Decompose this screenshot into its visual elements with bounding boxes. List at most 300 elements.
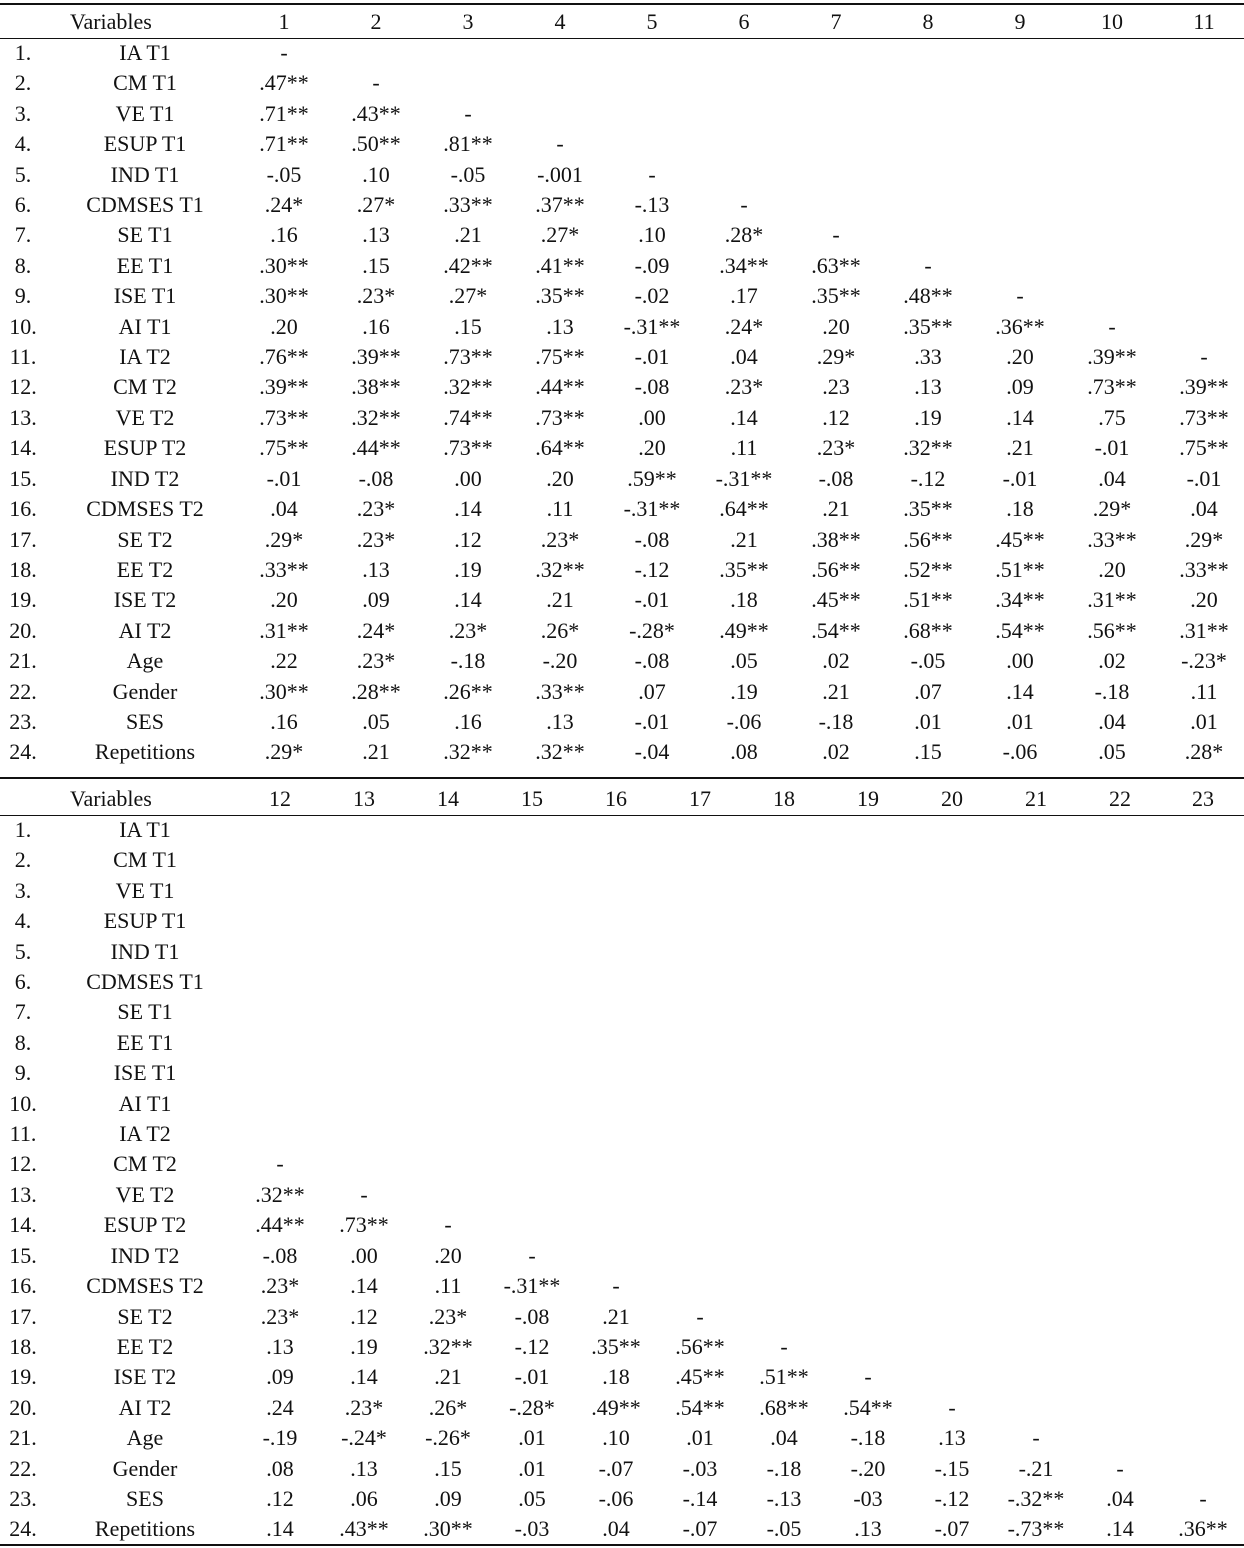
correlation-cell: -.31** [623, 496, 681, 522]
correlation-cell [826, 815, 910, 845]
correlation-cell: .20 [1190, 587, 1218, 613]
correlation-cell [882, 38, 974, 68]
correlation-cell: -.28* [629, 617, 675, 643]
correlation-cell: - [280, 40, 288, 65]
correlation-cell [698, 99, 790, 129]
correlation-cell [658, 997, 742, 1027]
correlation-cell: .14 [266, 1516, 294, 1542]
table-row [0, 1393, 1244, 1423]
variable-name: VE T1 [115, 877, 175, 903]
correlation-cell [994, 845, 1078, 875]
correlation-cell: .01 [686, 1425, 714, 1451]
variable-name: EE T1 [116, 1029, 174, 1055]
variable-number: 17. [9, 1303, 37, 1329]
correlation-cell: - [780, 1333, 788, 1359]
correlation-cell: .18 [602, 1364, 630, 1390]
correlation-cell [1162, 1180, 1244, 1210]
correlation-cell [606, 99, 698, 129]
variable-number: 1. [14, 817, 32, 842]
correlation-cell: -.12 [934, 1485, 970, 1511]
correlation-cell: .39** [351, 344, 401, 370]
correlation-cell [826, 1119, 910, 1149]
correlation-cell: .27* [540, 222, 580, 248]
variable-name: IND T1 [110, 161, 180, 187]
correlation-cell [882, 220, 974, 250]
variable-number: 15. [9, 1242, 37, 1268]
table-row [0, 1058, 1244, 1088]
correlation-cell: .13 [854, 1516, 882, 1542]
variable-name: AI T1 [118, 1090, 172, 1116]
correlation-cell: .15 [914, 739, 942, 765]
correlation-cell [238, 1058, 322, 1088]
correlation-cell [1078, 1302, 1162, 1332]
correlation-cell: .05 [730, 648, 758, 674]
correlation-cell [490, 1058, 574, 1088]
correlation-cell [322, 876, 406, 906]
correlation-cell: -.12 [910, 465, 946, 491]
correlation-cell: .56** [1087, 617, 1137, 643]
variable-number: 18. [9, 556, 37, 582]
correlation-cell: - [1200, 344, 1208, 370]
correlation-cell [406, 815, 490, 845]
variable-name: EE T2 [116, 556, 174, 582]
correlation-cell [1078, 997, 1162, 1027]
correlation-cell [1162, 997, 1244, 1027]
variable-number: 21. [9, 1425, 37, 1451]
correlation-cell: .27* [356, 192, 396, 218]
correlation-cell: .21 [1006, 435, 1034, 461]
variable-name: IND T1 [110, 938, 180, 964]
correlation-cell: .11 [730, 435, 758, 461]
correlation-cell [574, 967, 658, 997]
correlation-cell [910, 815, 994, 845]
correlation-cell: .23* [428, 1303, 468, 1329]
correlation-cell [1162, 1119, 1244, 1149]
correlation-cell [994, 997, 1078, 1027]
table-row [0, 251, 1244, 281]
correlation-cell: .22 [270, 648, 298, 674]
correlation-cell [1078, 876, 1162, 906]
column-header: 21 [1025, 786, 1048, 811]
correlation-cell [1078, 937, 1162, 967]
variable-name: Repetitions [94, 739, 196, 765]
section-divider-rule [0, 777, 1244, 779]
correlation-cell: -.02 [634, 283, 670, 309]
correlation-cell: .23* [356, 526, 396, 552]
correlation-cell [1162, 1089, 1244, 1119]
correlation-cell: .29* [1092, 496, 1132, 522]
correlation-cell [742, 997, 826, 1027]
correlation-cell [238, 906, 322, 936]
column-header: 19 [857, 786, 880, 811]
correlation-cell: -.14 [682, 1485, 718, 1511]
variable-number: 7. [14, 222, 32, 248]
correlation-cell [574, 937, 658, 967]
variable-name: IND T2 [110, 465, 180, 491]
correlation-cell: .54** [675, 1394, 725, 1420]
correlation-cell: .28* [1184, 739, 1224, 765]
correlation-cell [882, 190, 974, 220]
correlation-cell: -.23* [1181, 648, 1227, 674]
correlation-cell: .68** [903, 617, 953, 643]
table-row [0, 937, 1244, 967]
correlation-cell [910, 906, 994, 936]
correlation-cell: -.18 [818, 708, 854, 734]
correlation-cell [1066, 68, 1158, 98]
correlation-cell: .15 [454, 313, 482, 339]
correlation-cell [1078, 1332, 1162, 1362]
correlation-cell [1158, 251, 1244, 281]
correlation-cell: .31** [1087, 587, 1137, 613]
bottom-rule [0, 1544, 1244, 1546]
correlation-cell: .23* [356, 283, 396, 309]
correlation-cell: .21 [730, 526, 758, 552]
correlation-cell [1066, 99, 1158, 129]
correlation-cell [826, 1241, 910, 1271]
correlation-cell: - [1108, 313, 1116, 339]
correlation-cell [742, 1089, 826, 1119]
correlation-cell: .73** [443, 435, 493, 461]
correlation-cell: -.06 [1002, 739, 1038, 765]
variable-name: ESUP T1 [103, 131, 187, 157]
correlation-cell: .10 [362, 161, 390, 187]
correlation-cell [742, 815, 826, 845]
correlation-cell [742, 967, 826, 997]
correlation-cell [826, 1271, 910, 1301]
correlation-cell [742, 1028, 826, 1058]
correlation-cell [994, 1271, 1078, 1301]
correlation-cell [658, 876, 742, 906]
correlation-cell: -.13 [634, 192, 670, 218]
correlation-cell: -.15 [934, 1455, 970, 1481]
column-header: 20 [941, 786, 964, 811]
correlation-cell [910, 1089, 994, 1119]
correlation-cell: -.07 [934, 1516, 970, 1542]
correlation-cell: .30** [259, 252, 309, 278]
correlation-cell [658, 1271, 742, 1301]
correlation-cell [406, 967, 490, 997]
correlation-cell: .01 [518, 1425, 546, 1451]
correlation-cell: .64** [535, 435, 585, 461]
correlation-cell: - [924, 252, 932, 278]
correlation-cell [1162, 937, 1244, 967]
column-header: 4 [554, 9, 566, 34]
correlation-cell: .15 [362, 252, 390, 278]
correlation-cell [910, 997, 994, 1027]
correlation-cell: .39** [259, 374, 309, 400]
correlation-cell [490, 1119, 574, 1149]
variable-number: 11. [9, 344, 37, 370]
correlation-cell [994, 1089, 1078, 1119]
column-header: 1 [278, 9, 290, 34]
correlation-cell: .04 [1190, 496, 1218, 522]
correlation-cell: .73** [339, 1212, 389, 1238]
correlation-cell: - [372, 70, 380, 96]
column-header: 6 [738, 9, 750, 34]
correlation-cell: .35** [719, 556, 769, 582]
correlation-cell: .04 [730, 344, 758, 370]
variable-name: SES [126, 1485, 164, 1511]
correlation-cell: .29* [816, 344, 856, 370]
correlation-cell: .39** [1179, 374, 1229, 400]
correlation-cell: .14 [350, 1364, 378, 1390]
correlation-cell: .04 [770, 1425, 798, 1451]
correlation-cell: .33** [1087, 526, 1137, 552]
correlation-cell: .04 [1098, 465, 1126, 491]
correlation-cell [994, 1302, 1078, 1332]
correlation-cell: - [612, 1273, 620, 1299]
correlation-cell [1162, 1362, 1244, 1392]
correlation-cell: .21 [602, 1303, 630, 1329]
correlation-cell: - [864, 1364, 872, 1390]
correlation-cell [994, 1028, 1078, 1058]
correlation-cell [1162, 1423, 1244, 1453]
correlation-cell: .21 [362, 739, 390, 765]
variable-number: 21. [9, 648, 37, 674]
correlation-cell: - [740, 192, 748, 218]
table-row [0, 677, 1244, 707]
correlation-cell [606, 38, 698, 68]
correlation-cell [658, 967, 742, 997]
correlation-cell: .30** [259, 283, 309, 309]
variable-name: EE T2 [116, 1333, 174, 1359]
correlation-cell [574, 1058, 658, 1088]
table-row [0, 646, 1244, 676]
variable-name: CDMSES T1 [86, 969, 204, 995]
correlation-cell [974, 160, 1066, 190]
correlation-cell [1066, 129, 1158, 159]
correlation-cell: -.13 [766, 1485, 802, 1511]
correlation-cell [574, 1089, 658, 1119]
correlation-cell [238, 1119, 322, 1149]
correlation-cell: -.01 [514, 1364, 550, 1390]
correlation-cell: -.08 [262, 1242, 298, 1268]
correlation-cell: -.19 [262, 1425, 298, 1451]
correlation-cell: .30** [259, 678, 309, 704]
correlation-cell: .71** [259, 100, 309, 126]
variable-name: IA T2 [119, 1121, 171, 1147]
correlation-cell: .21 [454, 222, 482, 248]
variable-number: 12. [9, 374, 37, 400]
correlation-cell [574, 1028, 658, 1058]
correlation-cell [1162, 1149, 1244, 1179]
correlation-cell: -.08 [818, 465, 854, 491]
correlation-cell [1066, 281, 1158, 311]
variable-name: EE T1 [116, 252, 174, 278]
correlation-cell: -.31** [715, 465, 773, 491]
correlation-cell [826, 997, 910, 1027]
correlation-cell: .09 [1006, 374, 1034, 400]
variable-number: 8. [14, 1029, 32, 1055]
table-row [0, 1241, 1244, 1271]
correlation-cell: -.01 [1186, 465, 1222, 491]
correlation-cell: .73** [259, 404, 309, 430]
column-header: 18 [773, 786, 796, 811]
correlation-cell [322, 1149, 406, 1179]
correlation-cell: .19 [730, 678, 758, 704]
variable-name: Gender [112, 678, 178, 704]
correlation-cell: -.07 [598, 1455, 634, 1481]
correlation-cell [790, 99, 882, 129]
variable-number: 18. [9, 1333, 37, 1359]
correlation-cell [826, 1028, 910, 1058]
table-row [0, 1180, 1244, 1210]
table-row [0, 1149, 1244, 1179]
correlation-cell: .14 [350, 1273, 378, 1299]
correlation-cell [238, 876, 322, 906]
correlation-cell [1158, 190, 1244, 220]
table-row [0, 815, 1244, 845]
correlation-cell: .73** [535, 404, 585, 430]
correlation-cell: .11 [546, 496, 574, 522]
correlation-cell [1158, 220, 1244, 250]
correlation-cell: .07 [638, 678, 666, 704]
column-header: 23 [1192, 786, 1215, 811]
correlation-cell [406, 845, 490, 875]
variable-number: 10. [9, 313, 37, 339]
correlation-cell [1078, 1119, 1162, 1149]
correlation-cell: -.24* [341, 1425, 387, 1451]
correlation-cell: .12 [350, 1303, 378, 1329]
correlation-cell [658, 1089, 742, 1119]
correlation-cell: .19 [350, 1333, 378, 1359]
correlation-cell [994, 937, 1078, 967]
correlation-cell [974, 99, 1066, 129]
correlation-cell: .05 [518, 1485, 546, 1511]
correlation-cell: .33** [259, 556, 309, 582]
correlation-cell [406, 937, 490, 967]
correlation-cell: .23* [816, 435, 856, 461]
correlation-cell: .23* [260, 1273, 300, 1299]
correlation-table-part-2 [0, 783, 1244, 1545]
correlation-cell: .01 [1006, 708, 1034, 734]
correlation-cell [826, 1149, 910, 1179]
correlation-cell: .76** [259, 344, 309, 370]
correlation-cell [490, 967, 574, 997]
correlation-cell: -.31** [623, 313, 681, 339]
correlation-cell: .51** [995, 556, 1045, 582]
correlation-cell: - [832, 222, 840, 248]
correlation-cell: .43** [339, 1516, 389, 1542]
correlation-cell [742, 845, 826, 875]
correlation-cell: .48** [903, 283, 953, 309]
correlation-cell [406, 906, 490, 936]
correlation-cell: .75** [535, 344, 585, 370]
table-row [0, 997, 1244, 1027]
correlation-cell [994, 1362, 1078, 1392]
correlation-cell: .02 [1098, 648, 1126, 674]
variable-name: AI T2 [118, 617, 172, 643]
correlation-cell: - [948, 1394, 956, 1420]
table-row [0, 845, 1244, 875]
correlation-cell: .36** [1178, 1516, 1228, 1542]
correlation-cell: -.18 [766, 1455, 802, 1481]
correlation-cell: .49** [591, 1394, 641, 1420]
correlation-cell: - [360, 1181, 368, 1207]
correlation-cell: .59** [627, 465, 677, 491]
correlation-cell [974, 129, 1066, 159]
correlation-cell [1078, 1210, 1162, 1240]
correlation-cell [238, 967, 322, 997]
correlation-cell [658, 845, 742, 875]
variable-number: 14. [9, 435, 37, 461]
correlation-cell [826, 1089, 910, 1119]
variable-number: 9. [14, 1060, 32, 1086]
correlation-cell [574, 1149, 658, 1179]
variable-number: 24. [9, 739, 37, 765]
correlation-cell: .21 [546, 587, 574, 613]
variable-number: 6. [14, 969, 32, 995]
variable-number: 4. [14, 908, 32, 934]
correlation-cell [698, 68, 790, 98]
table-row [0, 1484, 1244, 1514]
correlation-cell [910, 1028, 994, 1058]
correlation-cell [514, 68, 606, 98]
correlation-cell: .13 [546, 313, 574, 339]
correlation-cell: .07 [914, 678, 942, 704]
correlation-cell: .29* [264, 526, 304, 552]
correlation-cell [322, 845, 406, 875]
table-row [0, 160, 1244, 190]
correlation-cell [658, 1241, 742, 1271]
correlation-cell: -.18 [450, 648, 486, 674]
correlation-cell [406, 1058, 490, 1088]
correlation-cell [910, 1362, 994, 1392]
correlation-cell: .32** [443, 374, 493, 400]
correlation-cell: .24 [266, 1394, 294, 1420]
correlation-cell [910, 876, 994, 906]
correlation-cell: .23* [448, 617, 488, 643]
correlation-cell: .32** [351, 404, 401, 430]
variable-number: 12. [9, 1151, 37, 1177]
correlation-cell [606, 129, 698, 159]
correlation-cell: .04 [602, 1516, 630, 1542]
table-row [0, 1028, 1244, 1058]
column-header: 7 [830, 9, 842, 34]
correlation-cell: .00 [638, 404, 666, 430]
correlation-cell: .13 [362, 556, 390, 582]
variable-name: SE T1 [117, 222, 173, 248]
correlation-cell: .20 [270, 313, 298, 339]
correlation-cell [1066, 190, 1158, 220]
variable-name: Repetitions [94, 1516, 196, 1542]
correlation-cell: -03 [853, 1485, 883, 1511]
correlation-cell: .29* [1184, 526, 1224, 552]
correlation-cell [974, 220, 1066, 250]
correlation-cell: .14 [1006, 678, 1034, 704]
correlation-cell: .16 [454, 708, 482, 734]
variable-number: 23. [9, 1485, 37, 1511]
variable-number: 9. [14, 283, 32, 309]
correlation-cell: -.31** [503, 1273, 561, 1299]
correlation-cell: .11 [434, 1273, 462, 1299]
correlation-cell: .38** [811, 526, 861, 552]
correlation-cell [1078, 1149, 1162, 1179]
table-row [0, 433, 1244, 463]
correlation-cell: .50** [351, 131, 401, 157]
correlation-cell: .54** [843, 1394, 893, 1420]
correlation-cell: .12 [266, 1485, 294, 1511]
correlation-cell: .20 [546, 465, 574, 491]
correlation-cell [406, 876, 490, 906]
correlation-cell [742, 1058, 826, 1088]
correlation-cell [1158, 160, 1244, 190]
correlation-cell: - [648, 161, 656, 187]
correlation-cell: .27* [448, 283, 488, 309]
correlation-cell: .01 [1190, 708, 1218, 734]
table-row [0, 1514, 1244, 1544]
correlation-cell [994, 1119, 1078, 1149]
